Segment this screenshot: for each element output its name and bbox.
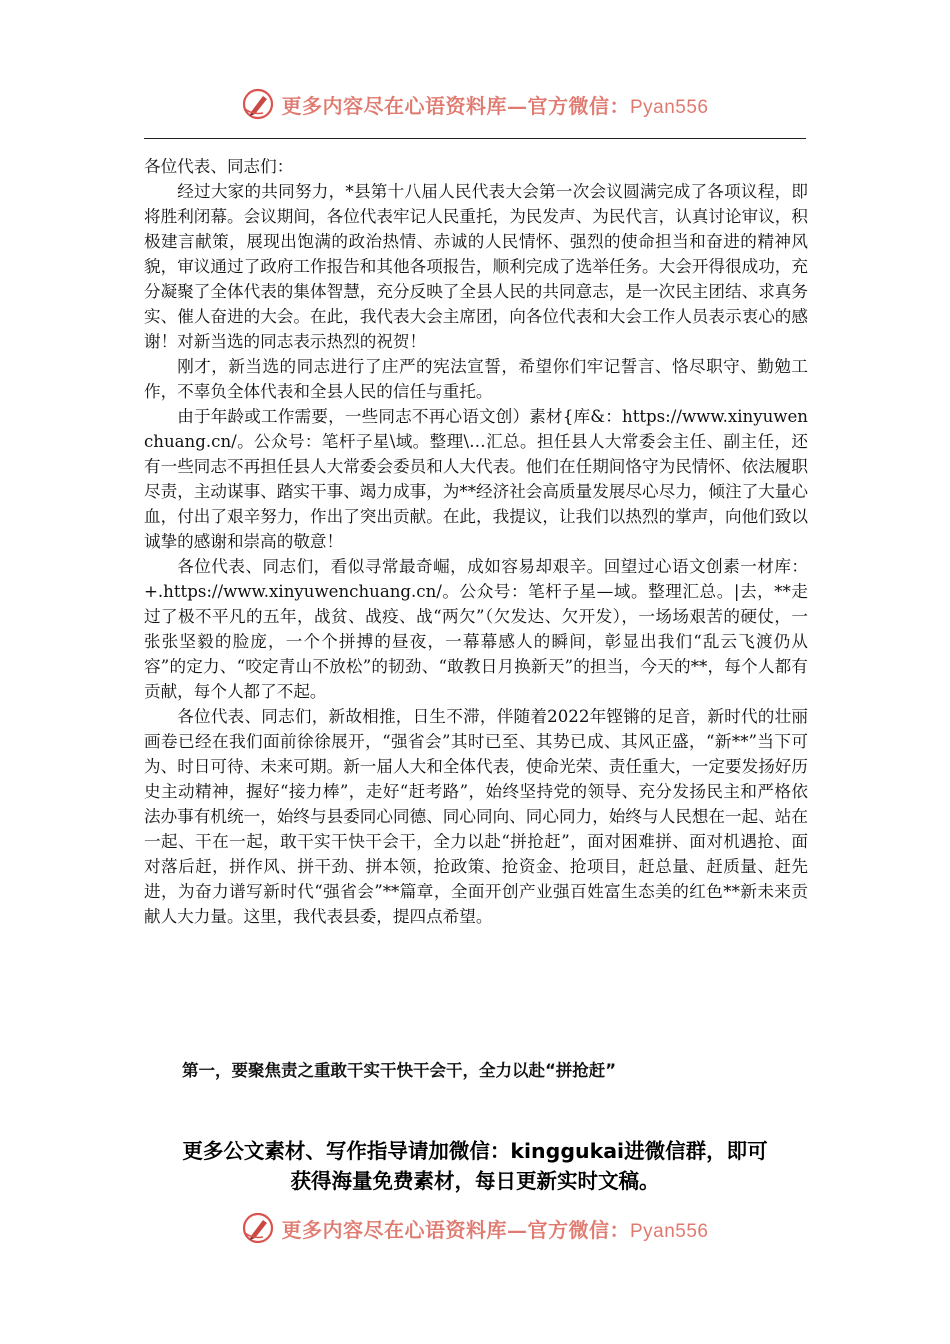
footer-wechat-id: Pyan556 — [629, 1220, 709, 1242]
pen-nib-logo-icon — [241, 1211, 275, 1245]
footer-banner-text: 更多内容尽在心语资料库—官方微信：Pyan556 — [281, 1217, 709, 1242]
header-wechat-id: Pyan556 — [629, 96, 709, 118]
paragraph: 由于年龄或工作需要，一些同志不再心语文创）素材{库&：https://www.xinyuwenchuang.cn/。公众号：笔杆子星\域。整理\…汇总。担任县人大常委会主任、副主任，还有一些同志不再担任县人大常委会委员和人大代表。他们在任期间恪守为民情怀、依法履职尽责，主动谋事、踏实干事、竭力成事，为**经济社会高质量发展尽心尽力，倾注了大量心血，付出了艰辛努力，作出了突出贡献。在此，我提议，让我们以热烈的掌声，向他们致以诚挚的感谢和崇高的敬意！ — [144, 407, 808, 551]
paragraph: 各位代表、同志们，新故相推，日生不滞，伴随着2022年铿锵的足音，新时代的壮丽画卷已经在我们面前徐徐展开，“强省会”其时已至、其势已成、其风正盛，“新**”当下可为、时日可待、未来可期。新一届人大和全体代表，使命光荣、责任重大，一定要发扬好历史主动精神，握好“接力棒”，走好“赶考路”，始终坚持党的领导、充分发扬民主和严格依法办事有机统一，始终与县委同心同德、同心同向、同心同力，始终与人民想在一起、站在一起、干在一起，敢干实干快干会干，全力以赴“拼抢赶”，面对困难拼、面对机遇抢、面对落后赶，拼作风、拼干劲、拼本领，抢政策、抢资金、抢项目，赶总量、赶质量、赶先进，为奋力谱写新时代“强省会”**篇章，全面开创产业强百姓富生态美的红色**新未来贡献人大力量。这里，我代表县委，提四点希望。 — [144, 707, 808, 926]
promo-line-2: 获得海量免费素材，每日更新实时文稿。 — [290, 1169, 660, 1193]
footer-banner — [0, 1208, 950, 1248]
paragraph: 各位代表、同志们，看似寻常最奇崛，成如容易却艰辛。回望过心语文创素一材库：+.https://www.xinyuwenchuang.cn/。公众号：笔杆子星—域。整理汇总。|去，**走过了极不平凡的五年，战贫、战疫、战“两欠”（欠发达、欠开发），一场场艰苦的硬仗，一张张坚毅的脸庞，一个个拼搏的昼夜，一幕幕感人的瞬间，彰显出我们“乱云飞渡仍从容”的定力、“咬定青山不放松”的韧劲、“敢教日月换新天”的担当，今天的**，每个人都有贡献，每个人都了不起。 — [144, 557, 808, 701]
header-banner-text: 更多内容尽在心语资料库—官方微信：Pyan556 — [281, 93, 709, 118]
salutation: 各位代表、同志们： — [144, 157, 294, 176]
section-heading: 第一，要聚焦责之重敢干实干快干会干，全力以赴“拼抢赶” — [181, 1061, 617, 1080]
header-banner — [0, 84, 950, 124]
pen-nib-logo-icon — [241, 87, 275, 121]
paragraph: 经过大家的共同努力，*县第十八届人民代表大会第一次会议圆满完成了各项议程，即将胜利闭幕。会议期间，各位代表牢记人民重托，为民发声、为民代言，认真讨论审议，积极建言献策，展现出饱满的政治热情、赤诚的人民情怀、强烈的使命担当和奋进的精神风貌，审议通过了政府工作报告和其他各项报告，顺利完成了选举任务。大会开得很成功，充分凝聚了全体代表的集体智慧，充分反映了全县人民的共同意志，是一次民主团结、求真务实、催人奋进的大会。在此，我代表大会主席团，向各位代表和大会工作人员表示衷心的感谢！对新当选的同志表示热烈的祝贺！ — [144, 182, 808, 351]
paragraph: 刚才，新当选的同志进行了庄严的宪法宣誓，希望你们牢记誓言、恪尽职守、勤勉工作，不辜负全体代表和全县人民的信任与重托。 — [144, 357, 808, 401]
document-body — [144, 154, 808, 929]
promo-line-1: 更多公文素材、写作指导请加微信：kinggukai进微信群，即可 — [182, 1139, 768, 1163]
header-divider — [144, 138, 806, 139]
promo-block — [100, 1136, 850, 1196]
